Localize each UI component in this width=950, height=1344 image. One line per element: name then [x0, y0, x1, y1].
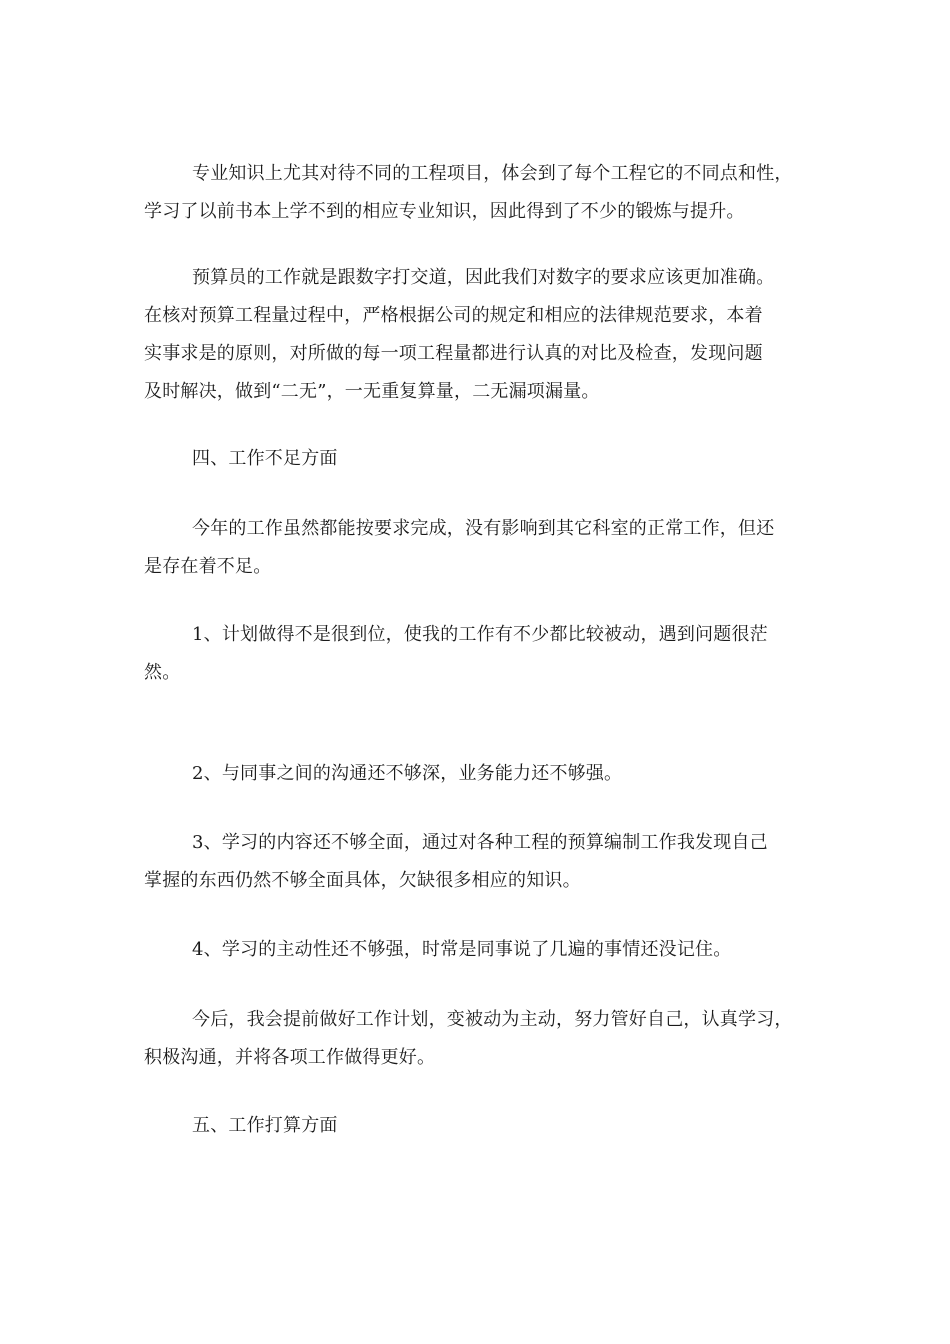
- paragraph-line-1: 专业知识上尤其对待不同的工程项目，体会到了每个工程它的不同点和性，: [192, 163, 793, 184]
- list-item-4: 4、学习的主动性还不够强，时常是同事说了几遍的事情还没记住。: [192, 939, 732, 960]
- paragraph-line-9: 今后，我会提前做好工作计划，变被动为主动，努力管好自己，认真学习，: [192, 1009, 793, 1030]
- paragraph-line-4: 在核对预算工程量过程中，严格根据公司的规定和相应的法律规范要求，本着: [144, 305, 763, 326]
- list-item-2: 2、与同事之间的沟通还不够深，业务能力还不够强。: [192, 763, 623, 784]
- list-item-3-line-2: 掌握的东西仍然不够全面具体，欠缺很多相应的知识。: [144, 870, 581, 891]
- paragraph-line-10: 积极沟通，并将各项工作做得更好。: [144, 1047, 436, 1068]
- paragraph-line-7: 今年的工作虽然都能按要求完成，没有影响到其它科室的正常工作，但还: [192, 518, 775, 539]
- list-item-1-line-1: 1、计划做得不是很到位，使我的工作有不少都比较被动，遇到问题很茫: [192, 624, 768, 645]
- paragraph-line-3: 预算员的工作就是跟数字打交道，因此我们对数字的要求应该更加准确。: [192, 267, 775, 288]
- section-heading-5: 五、工作打算方面: [192, 1115, 338, 1136]
- list-item-1-line-2: 然。: [144, 662, 181, 683]
- paragraph-line-8: 是存在着不足。: [144, 556, 272, 577]
- list-item-3-line-1: 3、学习的内容还不够全面，通过对各种工程的预算编制工作我发现自己: [192, 832, 768, 853]
- section-heading-4: 四、工作不足方面: [192, 448, 338, 469]
- paragraph-line-6: 及时解决，做到“二无”，一无重复算量，二无漏项漏量。: [144, 381, 600, 402]
- paragraph-line-5: 实事求是的原则，对所做的每一项工程量都进行认真的对比及检查，发现问题: [144, 343, 763, 364]
- paragraph-line-2: 学习了以前书本上学不到的相应专业知识，因此得到了不少的锻炼与提升。: [144, 201, 745, 222]
